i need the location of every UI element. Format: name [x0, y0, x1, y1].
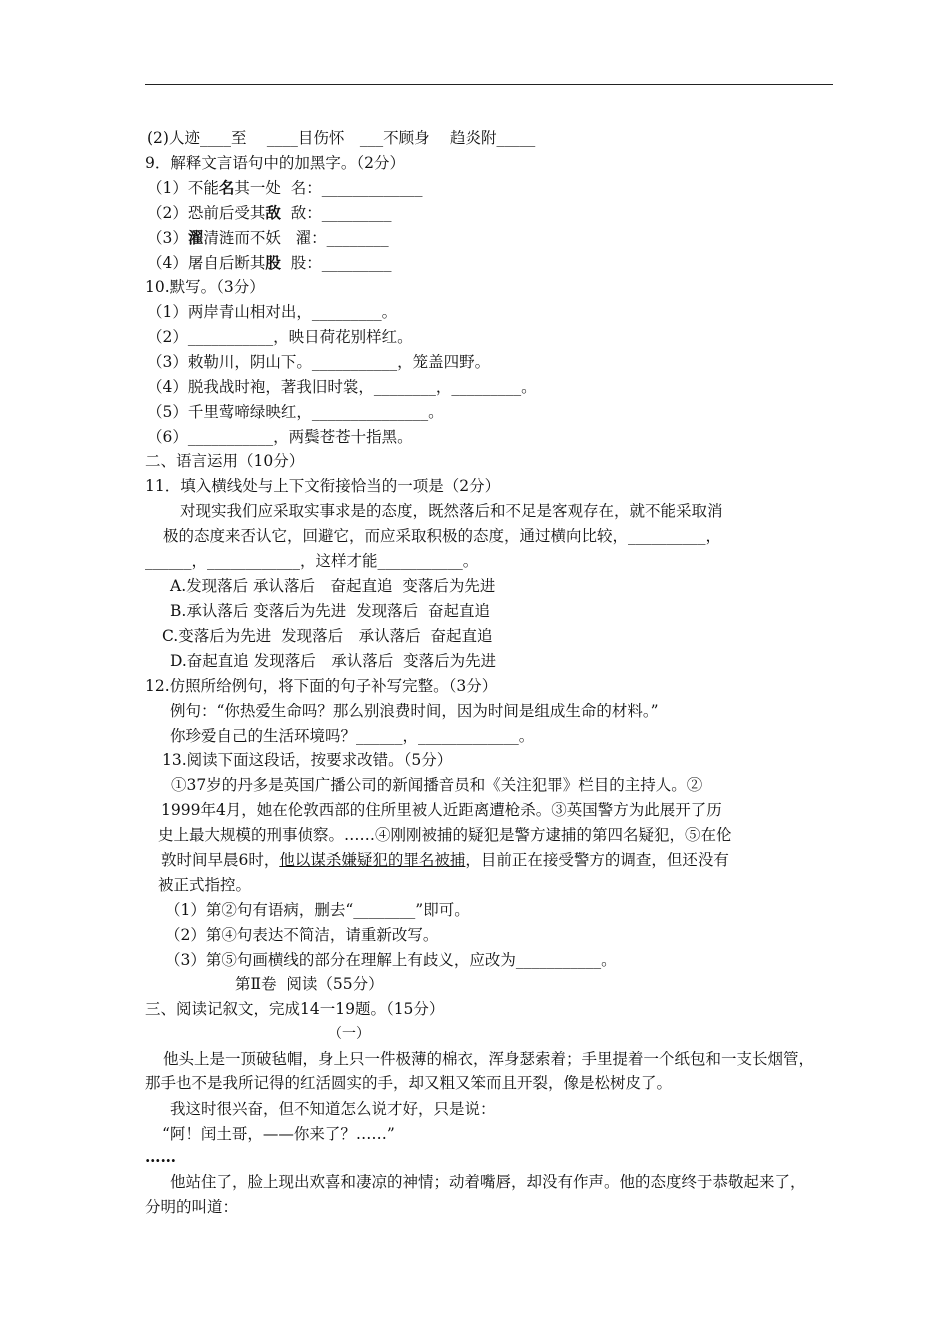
q13-passage-line-1: ①37岁的丹多是英国广播公司的新闻播音员和《关注犯罪》栏目的主持人。②	[171, 776, 703, 794]
part-1-label: （一）	[328, 1026, 370, 1042]
story-line-2: 那手也不是我所记得的红活圆实的手，却又粗又笨而且开裂，像是松树皮了。	[145, 1074, 673, 1092]
q9-title: 9．解释文言语句中的加黑字。（2分）	[145, 154, 405, 172]
section-3-heading: 三、阅读记叙文，完成14一19题。（15分）	[145, 1000, 445, 1018]
q11-passage-line-2: 极的态度来否认它，回避它，而应采取积极的态度，通过横向比较，__________，	[163, 527, 722, 545]
q9-item-3: （3）濯清涟而不妖 濯：________	[147, 228, 389, 247]
underlined-phrase: 他以谋杀嫌疑犯的罪名被捕	[279, 851, 466, 869]
q10-item-3: （3）敕勒川，阴山下。___________，笼盖四野。	[147, 353, 491, 371]
story-line-6: 分明的叫道：	[145, 1198, 239, 1216]
q10-item-2: （2）___________，映日荷花别样红。	[147, 328, 413, 346]
section-2-heading: 二、语言运用（10分）	[145, 452, 305, 470]
q13-item-2: （2）第④句表达不简洁，请重新改写。	[165, 926, 439, 944]
header-rule	[145, 84, 833, 85]
q11-option-a: A.发现落后 承认落后 奋起直追 变落后为先进	[170, 577, 496, 595]
story-line-4: “阿！闰土哥，——你来了？……”	[162, 1125, 395, 1143]
q9-item-1: （1）不能名其一处 名：_____________	[147, 178, 423, 197]
q9-item-4: （4）屠自后断其股 股：_________	[147, 253, 392, 272]
story-line-5: 他站住了，脸上现出欢喜和凄凉的神情；动着嘴唇，却没有作声。他的态度终于恭敬起来了，	[170, 1173, 806, 1191]
q10-item-1: （1）两岸青山相对出，_________。	[147, 303, 398, 321]
q9-item-2: （2）恐前后受其敌 敌：_________	[147, 203, 392, 222]
q10-item-6: （6）___________，两鬓苍苍十指黑。	[147, 428, 413, 446]
q11-passage-line-3: ______，____________，这样才能___________。	[145, 552, 479, 570]
q11-option-c: C.变落后为先进 发现落后 承认落后 奋起直追	[162, 627, 493, 645]
q11-passage-line-1: 对现实我们应采取实事求是的态度，既然落后和不足是客观存在，就不能采取消	[180, 502, 723, 520]
q13-passage-line-5: 被正式指控。	[158, 876, 252, 894]
volume-2-heading: 第Ⅱ卷 阅读（55分）	[235, 975, 384, 993]
q13-passage-line-4: 敦时间早晨6时，他以谋杀嫌疑犯的罪名被捕，目前正在接受警方的调查，但还没有	[161, 851, 729, 869]
q10-item-4: （4）脱我战时袍，著我旧时裳，________，_________。	[147, 378, 537, 396]
q13-item-1: （1）第②句有语病，删去“________”即可。	[165, 901, 470, 919]
q10-title: 10.默写。（3分）	[145, 278, 265, 296]
q13-item-3: （3）第⑤句画横线的部分在理解上有歧义，应改为___________。	[165, 951, 617, 969]
story-ellipsis: ……	[145, 1147, 176, 1166]
story-line-1: 他头上是一顶破毡帽，身上只一件极薄的棉衣，浑身瑟索着；手里提着一个纸包和一支长烟管，	[163, 1050, 815, 1068]
q8-item-2: (2)人迹____至 ____目伤怀 ___不顾身 趋炎附_____	[147, 129, 536, 147]
q12-title: 12.仿照所给例句，将下面的句子补写完整。（3分）	[145, 677, 498, 695]
q13-title: 13.阅读下面这段话，按要求改错。（5分）	[162, 751, 453, 769]
q13-passage-line-2: 1999年4月，她在伦敦西部的住所里被人近距离遭枪杀。③英国警方为此展开了历	[161, 801, 722, 819]
q11-option-d: D.奋起直追 发现落后 承认落后 变落后为先进	[170, 652, 497, 670]
q13-passage-line-3: 史上最大规模的刑事侦察。……④刚刚被捕的疑犯是警方逮捕的第四名疑犯，⑤在伦	[158, 826, 732, 844]
q10-item-5: （5）千里莺啼绿映红，_______________。	[147, 403, 444, 421]
q12-fill: 你珍爱自己的生活环境吗？______，_____________。	[170, 727, 535, 745]
story-line-3: 我这时很兴奋，但不知道怎么说才好，只是说：	[170, 1100, 496, 1118]
q11-option-b: B.承认落后 变落后为先进 发现落后 奋起直追	[170, 602, 490, 620]
q12-example: 例句：“你热爱生命吗？那么别浪费时间，因为时间是组成生命的材料。”	[170, 702, 659, 720]
q11-title: 11．填入横线处与上下文衔接恰当的一项是（2分）	[145, 477, 501, 495]
